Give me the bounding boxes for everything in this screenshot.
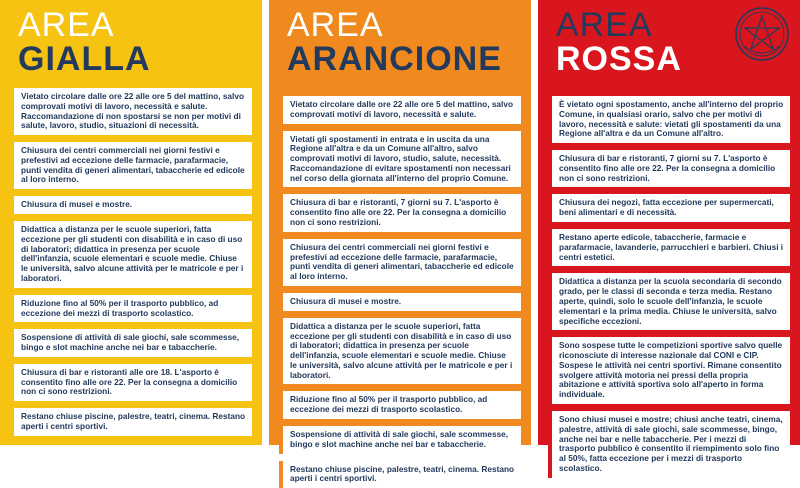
rule-item: Chiusura di bar e ristoranti, 7 giorni su 7. L'asporto è consentito fino alle ore 22. Per la consegna a domicilio non ci sono restrizioni. (548, 150, 790, 187)
rule-item: Restano chiuse piscine, palestre, teatri, cinema. Restano aperti i centri sportivi. (279, 461, 521, 488)
title-color: ROSSA (556, 40, 682, 78)
rule-item: Chiusura di musei e mostre. (279, 293, 521, 311)
rule-item: Sospensione di attività di sale giochi, sale scommesse, bingo e slot machine anche nei bar e tabaccherie. (10, 329, 252, 357)
title-area: AREA (18, 6, 115, 44)
panel-title (556, 8, 682, 76)
rule-item: Vietato circolare dalle ore 22 alle ore 5 del mattino, salvo comprovati motivi di lavoro, necessità e salute. (279, 96, 521, 124)
title-color: ARANCIONE (287, 40, 502, 78)
rule-item: Didattica a distanza per la scuola secondaria di secondo grado, per le classi di seconda e terza media. Restano aperte, quindi, solo le scuole dell'infanzia, le scuole elementari e la prima media. Chiuse le università, salvo specifiche eccezioni. (548, 273, 790, 330)
panel-title (18, 8, 151, 76)
rules-list (279, 96, 521, 484)
rule-item: Restano chiuse piscine, palestre, teatri, cinema. Restano aperti i centri sportivi. (10, 408, 252, 436)
rule-item: Vietato circolare dalle ore 22 alle ore 5 del mattino, salvo comprovati motivi di lavoro, necessità e salute. Raccomandazione di non spostarsi se non per motivi di salute, lavoro, studio, situazioni di necessità. (10, 88, 252, 135)
rule-item: È vietato ogni spostamento, anche all'interno del proprio Comune, in qualsiasi orario, salvo che per motivi di lavoro, necessità e salute: vietati gli spostamenti da una Regione all'altra e da un Comune all'altro. (548, 96, 790, 143)
title-color: GIALLA (18, 40, 151, 78)
rule-item: Sono chiusi musei e mostre; chiusi anche teatri, cinema, palestre, attività di sale giochi, sale scommesse, bingo, anche nei bar e nelle tabaccherie. Per i mezzi di trasporto pubblico è consentito il riempimento solo fino al 50%, fatta eccezione per i mezzi di trasporto scolastico. (548, 411, 790, 478)
rule-item: Chiusura dei negozi, fatta eccezione per supermercati, beni alimentari e di necessità. (548, 194, 790, 222)
panel-area-arancione (269, 0, 531, 484)
rule-item: Sospensione di attività di sale giochi, sale scommesse, bingo e slot machine anche nei bar e tabaccherie. (279, 426, 521, 454)
rule-item: Chiusura di bar e ristoranti, 7 giorni su 7. L'asporto è consentito fino alle ore 22. Per la consegna a domicilio non ci sono restrizioni. (279, 194, 521, 231)
rule-item: Chiusura di bar e ristoranti alle ore 18. L'asporto è consentito fino alle ore 22. Per la consegna a domicilio non ci sono restrizioni. (10, 364, 252, 401)
rule-item: Sono sospese tutte le competizioni sportive salvo quelle riconosciute di interesse nazionale dal CONI e CIP. Sospese le attività nei centri sportivi. Rimane consentito svolgere attività motoria nei pressi della propria abitazione e attività sportiva solo all'aperto in forma individuale. (548, 337, 790, 404)
rule-item: Restano aperte edicole, tabaccherie, farmacie e parafarmacie, lavanderie, parrucchieri e barbieri. Chiusi i centri estetici. (548, 229, 790, 266)
rule-item: Chiusura di musei e mostre. (10, 196, 252, 214)
italian-republic-emblem-icon (734, 6, 790, 62)
rule-item: Riduzione fino al 50% per il trasporto pubblico, ad eccezione dei mezzi di trasporto scolastico. (279, 391, 521, 419)
rule-item: Vietati gli spostamenti in entrata e in uscita da una Regione all'altra e da un Comune all'altro, salvo comprovati motivi di lavoro, studio, salute, necessità. Raccomandazione di evitare spostamenti non necessari nel corso della giornata all'interno del proprio Comune. (279, 131, 521, 188)
rule-item: Chiusura dei centri commerciali nei giorni festivi e prefestivi ad eccezione delle farmacie, parafarmacie, punti vendita di generi alimentari, tabaccherie ed edicole al loro interno. (10, 142, 252, 189)
title-area: AREA (556, 6, 653, 44)
title-area: AREA (287, 6, 384, 44)
rules-list (548, 96, 790, 473)
rule-item: Chiusura dei centri commerciali nei giorni festivi e prefestivi ad eccezione delle farmacie, parafarmacie, punti vendita di generi alimentari, tabaccherie ed edicole al loro interno. (279, 239, 521, 286)
rule-item: Didattica a distanza per le scuole superiori, fatta eccezione per gli studenti con disabilità e in caso di uso di laboratori; didattica in presenza per scuole dell'infanzia, scuole elementari e scuole medie. Chiuse le università, salvo alcune attività per le matricole e per i laboratori. (279, 318, 521, 385)
panel-area-gialla (0, 0, 262, 445)
rule-item: Riduzione fino al 50% per il trasporto pubblico, ad eccezione dei mezzi di trasporto scolastico. (10, 295, 252, 323)
panel-title (287, 8, 502, 76)
panel-area-rossa (538, 0, 800, 473)
rules-list (10, 88, 252, 445)
rule-item: Didattica a distanza per le scuole superiori, fatta eccezione per gli studenti con disabilità e in caso di uso di laboratori; didattica in presenza per scuole dell'infanzia, scuole elementari e scuole medie. Chiuse le università, salvo alcune attività per le matricole e per i laboratori. (10, 221, 252, 288)
